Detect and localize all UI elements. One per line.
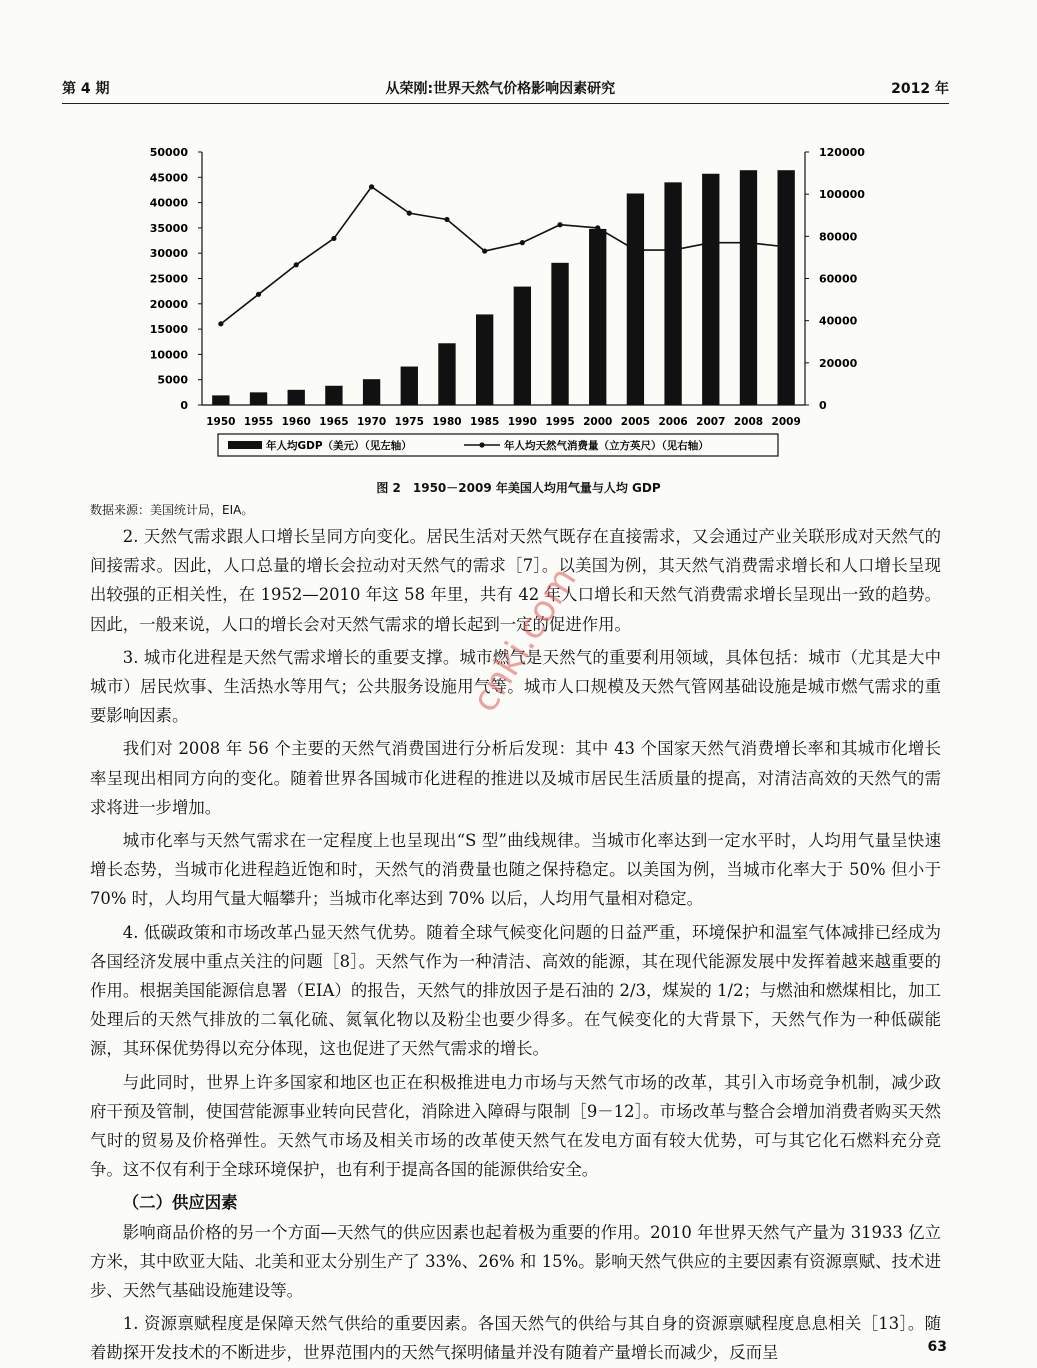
gas-consumption-point xyxy=(331,236,336,241)
paragraph: 城市化率与天然气需求在一定程度上也呈现出“S 型”曲线规律。当城市化率达到一定水平时，人均用气量呈快速增长态势，当城市化进程趋近饱和时，天然气的消费量也随之保持稳定。以美国为例，当城市化率大于 50% 但小于 70% 时，人均用气量大幅攀升；当城市化率达到 70% 以后，人均用气量相对稳定。 xyxy=(90,831,941,909)
gdp-bar xyxy=(589,229,606,405)
gdp-bar xyxy=(777,170,794,405)
gas-consumption-point xyxy=(670,247,675,252)
x-tick-label: 1995 xyxy=(545,416,575,428)
gdp-bar xyxy=(514,287,531,405)
gas-consumption-point xyxy=(218,321,223,326)
gas-consumption-point xyxy=(407,211,412,216)
gdp-bar xyxy=(212,395,229,405)
gdp-bar xyxy=(325,386,342,405)
figure-chart xyxy=(130,140,865,480)
paragraph: 4. 低碳政策和市场改革凸显天然气优势。随着全球气候变化问题的日益严重，环境保护和温室气体减排已经成为各国经济发展中重点关注的问题［8］。天然气作为一种清洁、高效的能源，其在现代能源发展中发挥着越来越重要的作用。根据美国能源信息署（EIA）的报告，天然气的排放因子是石油的 2/3，煤炭的 1/2；与燃油和燃煤相比，加工处理后的天然气排放的二氧化硫、氮氧化物以及粉尘也要少得多。在气候变化的大背景下，天然气作为一种低碳能源，其环保优势得以充分体现，这也促进了天然气需求的增长。 xyxy=(90,922,941,1059)
gdp-bar xyxy=(288,390,305,405)
x-tick-label: 1965 xyxy=(319,416,349,428)
legend-line-marker xyxy=(479,442,484,447)
gdp-bar xyxy=(551,263,568,405)
data-source-note: 数据来源：美国统计局，EIA。 xyxy=(90,503,254,517)
right-tick-label: 120000 xyxy=(819,146,865,159)
x-tick-label: 1985 xyxy=(470,416,500,428)
right-tick-label: 60000 xyxy=(819,272,858,286)
legend-bar-label: 年人均GDP（美元）（见左轴） xyxy=(266,440,412,452)
gdp-bar xyxy=(250,392,267,405)
figure-caption: 图 2 1950－2009 年美国人均用气量与人均 GDP xyxy=(376,481,661,495)
x-tick-label: 2007 xyxy=(696,416,726,428)
gas-consumption-point xyxy=(444,217,449,222)
x-tick-label: 2008 xyxy=(733,416,764,428)
gdp-bar xyxy=(702,174,719,405)
right-tick-label: 40000 xyxy=(819,314,858,328)
paragraph: 3. 城市化进程是天然气需求增长的重要支撑。城市燃气是天然气的重要利用领域，具体包括：城市（尤其是大中城市）居民炊事、生活热水等用气；公共服务设施用气等。城市人口规模及天然气管网基础设施是城市燃气需求的重要影响因素。 xyxy=(90,647,941,726)
gas-consumption-point xyxy=(595,225,600,230)
gdp-bar xyxy=(740,170,757,405)
gas-consumption-point xyxy=(784,244,789,249)
gdp-bar xyxy=(363,379,380,405)
paragraph: 与此同时，世界上许多国家和地区也正在积极推进电力市场与天然气市场的改革，其引入市场竞争机制，减少政府干预及管制，使国营能源事业转向民营化，消除进入障碍与限制［9－12］。市场改革与整合会增加消费者购买天然气时的贸易及价格弹性。天然气市场及相关市场的改革使天然气在发电方面有较大优势，可与其它化石燃料充分竞争。这不仅有利于全球环境保护，也有利于提高各国的能源供给安全。 xyxy=(90,1072,941,1180)
x-tick-label: 2009 xyxy=(771,416,801,428)
paragraph: 2. 天然气需求跟人口增长呈同方向变化。居民生活对天然气既存在直接需求，又会通过产业关联形成对天然气的间接需求。因此，人口总量的增长会拉动对天然气的需求［7］。以美国为例，其天然气消费需求增长和人口增长呈现出较强的正相关性，在 1952—2010 年这 58 年里，共有 42 年人口增长和天然气消费需求增长呈现出一致的趋势。因此，一般来说，人口的增长会对天然气需求的增长起到一定的促进作用。 xyxy=(90,527,941,634)
gas-consumption-point xyxy=(633,247,638,252)
left-tick-label: 25000 xyxy=(149,272,188,286)
left-tick-label: 40000 xyxy=(149,196,188,210)
gas-consumption-line xyxy=(221,187,786,324)
gas-consumption-point xyxy=(294,262,299,267)
x-tick-label: 1970 xyxy=(356,416,387,428)
x-tick-label: 1990 xyxy=(507,416,537,428)
right-tick-label: 20000 xyxy=(819,356,858,370)
left-tick-label: 45000 xyxy=(149,171,188,185)
issue-label: 第 4 期 xyxy=(62,81,110,97)
left-tick-label: 20000 xyxy=(149,297,188,311)
gas-consumption-point xyxy=(520,240,525,245)
gas-consumption-point xyxy=(746,240,751,245)
gas-consumption-point xyxy=(369,184,374,189)
right-tick-label: 0 xyxy=(819,399,827,412)
left-tick-label: 30000 xyxy=(149,247,188,261)
left-tick-label: 10000 xyxy=(149,348,188,362)
x-tick-label: 2000 xyxy=(583,416,613,428)
gas-consumption-point xyxy=(256,292,261,297)
running-header xyxy=(62,78,949,104)
paragraph: 影响商品价格的另一个方面—天然气的供应因素也起着极为重要的作用。2010 年世界天然气产量为 31933 亿立方米，其中欧亚大陆、北美和亚太分别生产了 33%、26% 和 15%。影响天然气供应的主要因素有资源禀赋、技术进步、天然气基础设施建设等。 xyxy=(90,1222,941,1301)
running-title: 从荣刚:世界天然气价格影响因素研究 xyxy=(385,81,616,97)
year-label: 2012 年 xyxy=(891,81,949,97)
x-tick-label: 1980 xyxy=(432,416,462,428)
x-tick-label: 1950 xyxy=(206,416,236,428)
x-tick-label: 1960 xyxy=(281,416,311,428)
gas-consumption-point xyxy=(482,248,487,253)
right-tick-label: 100000 xyxy=(819,188,865,202)
gdp-bar xyxy=(476,314,493,405)
watermark: cnki.com xyxy=(464,560,585,720)
paragraph: 我们对 2008 年 56 个主要的天然气消费国进行分析后发现：其中 43 个国家天然气消费增长率和其城市化增长率呈现出相同方向的变化。随着世界各国城市化进程的推进以及城市居民生活质量的提高，对清洁高效的天然气的需求将进一步增加。 xyxy=(90,739,941,817)
gas-consumption-point xyxy=(708,240,713,245)
gdp-bar xyxy=(627,193,644,405)
right-tick-label: 80000 xyxy=(819,230,858,244)
x-tick-label: 2005 xyxy=(620,416,651,428)
x-tick-label: 1955 xyxy=(243,416,274,428)
gdp-bar xyxy=(664,182,681,405)
chart-svg xyxy=(130,140,865,480)
gdp-bar xyxy=(401,367,418,405)
paragraph: 1. 资源禀赋程度是保障天然气供给的重要因素。各国天然气的供给与其自身的资源禀赋程度息息相关［13］。随着勘探开发技术的不断进步，世界范围内的天然气探明储量并没有随着产量增长而减少，反而呈 xyxy=(90,1314,941,1363)
gas-consumption-point xyxy=(557,222,562,227)
left-tick-label: 50000 xyxy=(149,146,188,159)
legend-line-label: 年人均天然气消费量（立方英尺）（见右轴） xyxy=(504,440,709,452)
gdp-bar xyxy=(438,343,455,405)
left-tick-label: 5000 xyxy=(157,373,188,387)
page-number: 63 xyxy=(927,1339,947,1355)
section-heading: （二）供应因素 xyxy=(122,1193,238,1213)
x-tick-label: 2006 xyxy=(658,416,688,428)
left-tick-label: 15000 xyxy=(149,323,188,337)
x-tick-label: 1975 xyxy=(394,416,424,428)
legend-bar-swatch xyxy=(228,441,262,449)
left-tick-label: 35000 xyxy=(149,221,188,235)
left-tick-label: 0 xyxy=(180,399,188,412)
